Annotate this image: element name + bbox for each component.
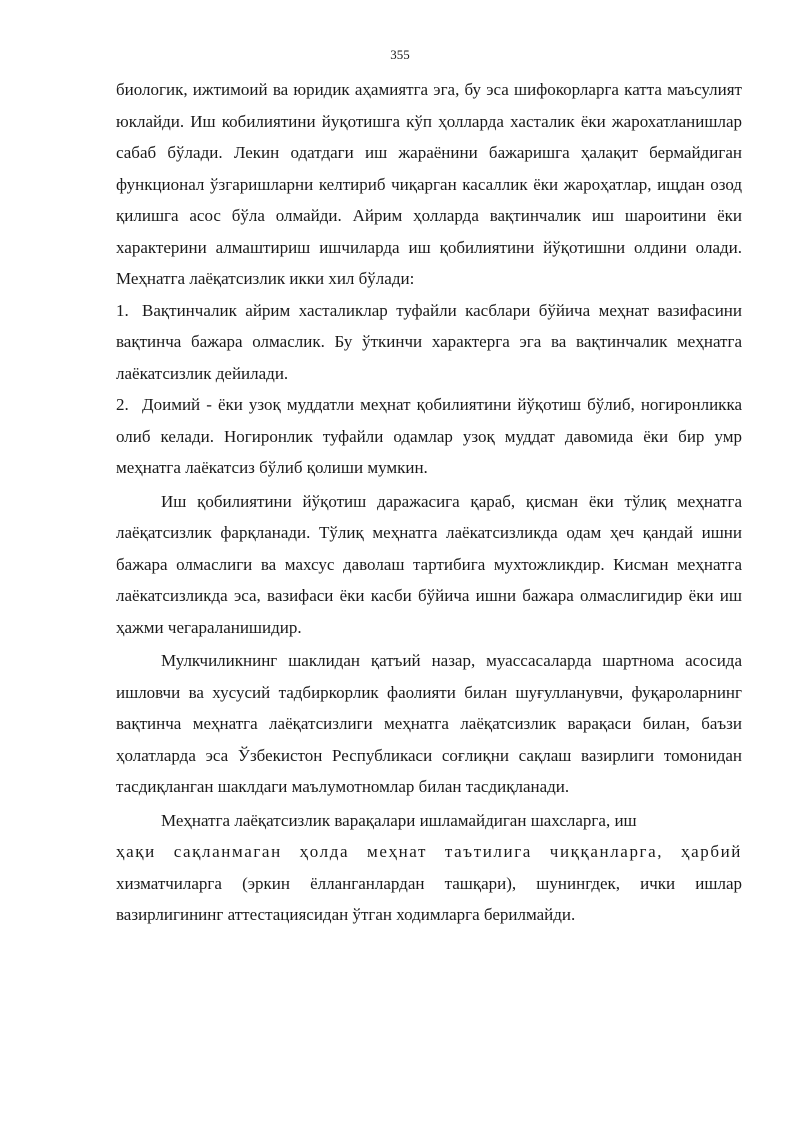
document-body — [116, 74, 742, 931]
list-item-permanent — [116, 389, 742, 484]
paragraph-line: Меҳнатга лаёқатсизлик варақалари ишламайдиган шахсларга, иш — [161, 810, 637, 830]
paragraph-certification: Мулкчиликнинг шаклидан қатъий назар, муассасаларда шартнома асосида ишловчи ва хусусий тадбиркорлик фаолияти билан шуғулланувчи, фуқароларнинг вақтинча меҳнатга лаёқатсизлиги меҳнатга лаёқатсизлик варақаси билан, баъзи ҳолатларда эса Ўзбекистон Республикаси соғлиқни сақлаш вазирлиги томонидан тасдиқланган шаклдаги маълумотномлар билан тасдиқланади. — [116, 651, 742, 796]
paragraph-disability-degree: Иш қобилиятини йўқотиш даражасига қараб, қисман ёки тўлиқ меҳнатга лаёқатсизлик фарқланади. Тўлиқ меҳнатга лаёкатсизликда одам ҳеч қандай ишни бажара олмаслиги ва махсус даволаш тартибига мухтожликдир. Кисман меҳнатга лаёкатсизликда эса, вазифаси ёки касби бўйича ишни бажара олмаслигидир ёки иш ҳажми чегараланишидир. — [116, 491, 742, 637]
paragraph-intro: биологик, ижтимоий ва юридик аҳамиятга эга, бу эса шифокорларга катта маъсулият юклайди. Иш кобилиятини йуқотишга кўп ҳолларда хасталик ёки жарохатланишлар сабаб бўлади. Лекин одатдаги иш жараёнини бажаришга ҳалақит бермайдиган функционал ўзгаришларни келтириб чиқарган касаллик ёки жароҳатлар, ищдан озод қилишга асос бўла олмайди. Айрим ҳолларда вақтинчалик иш шароитини ёки характерини алмаштириш ишчиларда иш қобилиятини йўқотишни олдини олади. Меҳнатга лаёқатсизлик икки хил бўлади: — [116, 80, 742, 288]
paragraph-exclusions — [116, 805, 742, 931]
paragraph-line: хизматчиларга (эркин ёлланганлардан ташқари), шунингдек, ички ишлар вазирлигининг аттестациясидан ўтган ходимларга берилмайди. — [116, 873, 742, 924]
list-item-text: Вақтинчалик айрим хасталиклар туфайли касблари бўйича меҳнат вазифасини вақтинча бажара олмаслик. Бу ўткинчи характерга эга ва вақтинчалик меҳнатга лаёкатсизлик дейилади. — [116, 300, 742, 383]
list-item-number: 2. — [116, 395, 129, 414]
paragraph-line: ҳақи сақланмаган ҳолда меҳнат таътилига чиққанларга, ҳарбий — [116, 842, 742, 861]
list-item-number: 1. — [116, 300, 129, 320]
list-item-text: Доимий - ёки узоқ муддатли меҳнат қобилиятини йўқотиш бўлиб, ногиронликка олиб келади. Ногиронлик туфайли одамлар узоқ муддат давомида ёки бир умр меҳнатга лаёкатсиз бўлиб қолиши мумкин. — [116, 395, 742, 477]
page-number: 355 — [390, 47, 410, 62]
list-item-temporary — [116, 295, 742, 390]
